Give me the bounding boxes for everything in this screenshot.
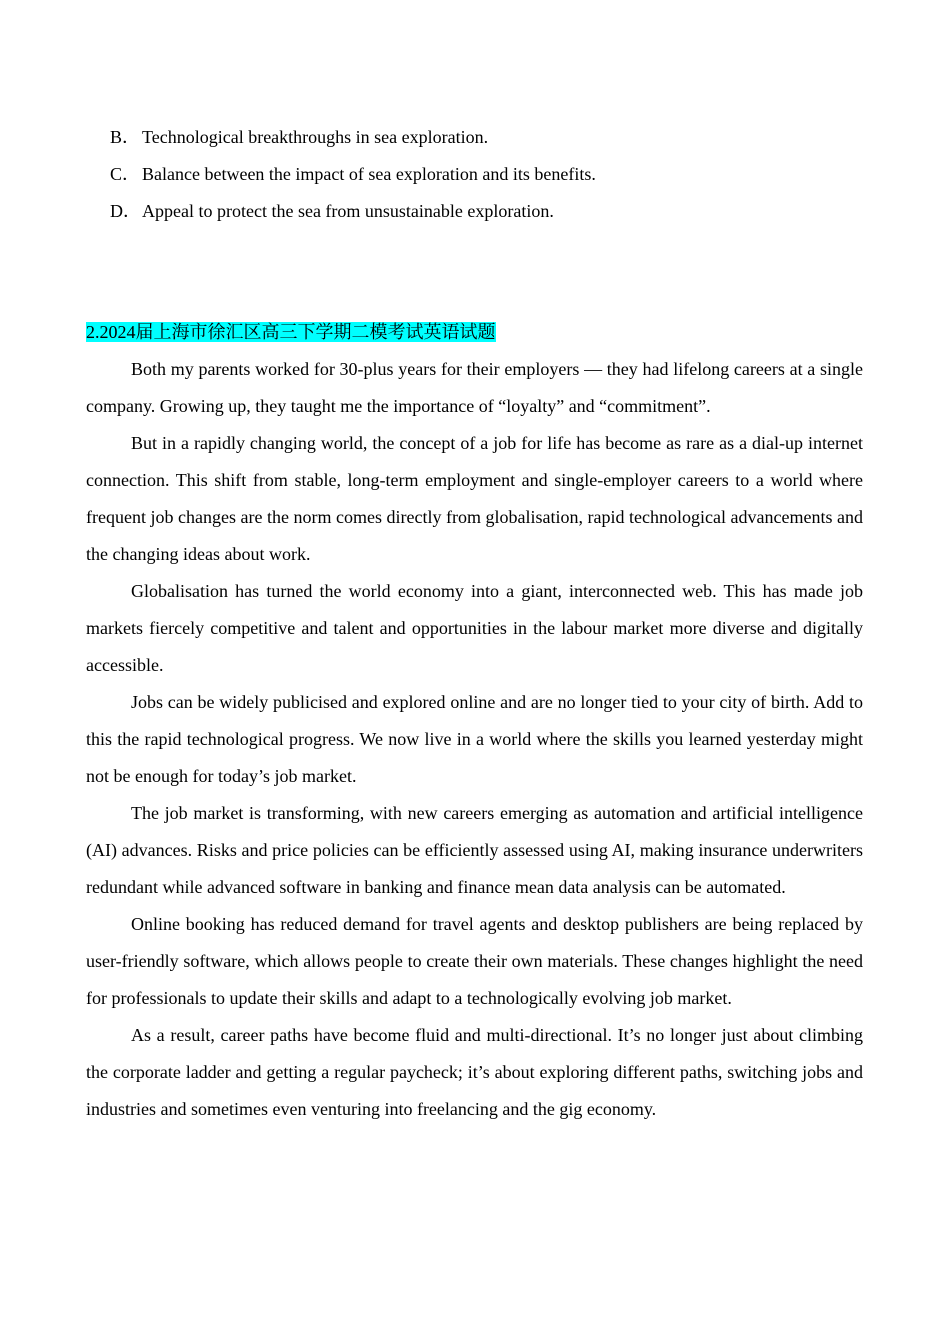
option-b [110,122,870,159]
option-c [110,159,870,196]
answer-options [110,122,870,233]
option-letter: C． [110,164,141,184]
option-text: Balance between the impact of sea exploration and its benefits. [142,164,596,184]
option-d [110,196,870,233]
passage-paragraph: But in a rapidly changing world, the concept of a job for life has become as rare as a dial-up internet connection. This shift from stable, long-term employment and single-employer careers to a world where frequent job changes are the norm comes directly from globalisation, rapid technological advancements and the changing ideas about work. [86,433,863,564]
highlighted-heading-text: 2.2024届上海市徐汇区高三下学期二模考试英语试题 [86,322,496,342]
option-letter: D． [110,201,141,221]
passage-paragraph: The job market is transforming, with new careers emerging as automation and artificial intelligence (AI) advances. Risks and price policies can be efficiently assessed using AI, making insurance underwriters redundant while advanced software in banking and finance mean data analysis can be automated. [86,803,863,897]
passage-heading [86,314,863,351]
passage-paragraph: Jobs can be widely publicised and explored online and are no longer tied to your city of birth. Add to this the rapid technological progress. We now live in a world where the skills you learned yesterday might not be enough for today’s job market. [86,692,863,786]
passage-paragraph: Globalisation has turned the world economy into a giant, interconnected web. This has made job markets fiercely competitive and talent and opportunities in the labour market more diverse and digitally accessible. [86,581,863,675]
option-letter: B． [110,127,141,147]
passage-paragraph: As a result, career paths have become fluid and multi-directional. It’s no longer just about climbing the corporate ladder and getting a regular paycheck; it’s about exploring different paths, switching jobs and industries and sometimes even venturing into freelancing and the gig economy. [86,1025,863,1119]
option-text: Technological breakthroughs in sea exploration. [142,127,489,147]
option-text: Appeal to protect the sea from unsustainable exploration. [142,201,554,221]
passage-paragraph: Online booking has reduced demand for travel agents and desktop publishers are being replaced by user-friendly software, which allows people to create their own materials. These changes highlight the need for professionals to update their skills and adapt to a technologically evolving job market. [86,914,863,1008]
reading-passage [86,314,863,1128]
passage-paragraph: Both my parents worked for 30-plus years for their employers — they had lifelong careers at a single company. Growing up, they taught me the importance of “loyalty” and “commitment”. [86,359,863,416]
